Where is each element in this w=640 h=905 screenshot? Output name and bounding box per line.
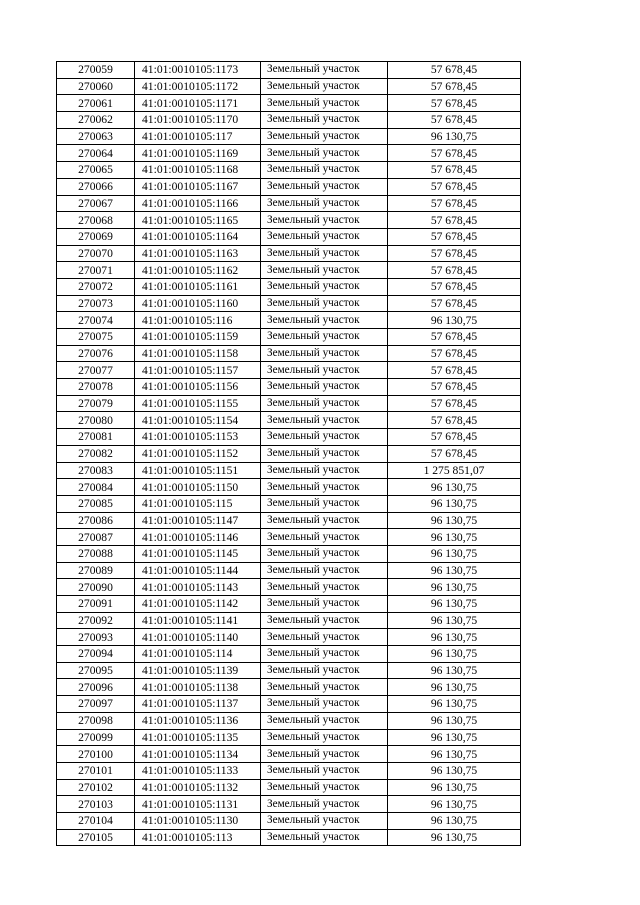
table-row (57, 429, 521, 446)
cadastral-number-cell: 41:01:0010105:1146 (135, 529, 261, 546)
row-number-cell: 270069 (57, 228, 135, 245)
table-row (57, 729, 521, 746)
table-row (57, 812, 521, 829)
table-row (57, 62, 521, 79)
row-number-cell: 270090 (57, 579, 135, 596)
cadastral-number-cell: 41:01:0010105:117 (135, 128, 261, 145)
cadastral-value-cell: 96 130,75 (388, 545, 521, 562)
cadastral-value-cell: 57 678,45 (388, 62, 521, 79)
cadastral-number-cell: 41:01:0010105:1139 (135, 662, 261, 679)
cadastral-value-cell: 57 678,45 (388, 178, 521, 195)
table-row (57, 596, 521, 613)
row-number-cell: 270072 (57, 278, 135, 295)
row-number-cell: 270094 (57, 646, 135, 663)
cadastral-value-cell: 96 130,75 (388, 796, 521, 813)
row-number-cell: 270103 (57, 796, 135, 813)
row-number-cell: 270079 (57, 395, 135, 412)
table-row (57, 212, 521, 229)
cadastral-value-cell: 1 275 851,07 (388, 462, 521, 479)
row-number-cell: 270066 (57, 178, 135, 195)
cadastral-value-cell: 96 130,75 (388, 479, 521, 496)
table-row (57, 345, 521, 362)
object-type-cell: Земельный участок (261, 412, 388, 429)
row-number-cell: 270102 (57, 779, 135, 796)
object-type-cell: Земельный участок (261, 429, 388, 446)
object-type-cell: Земельный участок (261, 696, 388, 713)
object-type-cell: Земельный участок (261, 445, 388, 462)
table-row (57, 295, 521, 312)
object-type-cell: Земельный участок (261, 295, 388, 312)
cadastral-value-cell: 57 678,45 (388, 95, 521, 112)
cadastral-value-cell: 57 678,45 (388, 379, 521, 396)
object-type-cell: Земельный участок (261, 545, 388, 562)
object-type-cell: Земельный участок (261, 512, 388, 529)
row-number-cell: 270084 (57, 479, 135, 496)
object-type-cell: Земельный участок (261, 746, 388, 763)
row-number-cell: 270100 (57, 746, 135, 763)
row-number-cell: 270064 (57, 145, 135, 162)
object-type-cell: Земельный участок (261, 62, 388, 79)
cadastral-number-cell: 41:01:0010105:116 (135, 312, 261, 329)
row-number-cell: 270091 (57, 596, 135, 613)
cadastral-value-cell: 96 130,75 (388, 779, 521, 796)
cadastral-value-cell: 57 678,45 (388, 162, 521, 179)
cadastral-number-cell: 41:01:0010105:114 (135, 646, 261, 663)
object-type-cell: Земельный участок (261, 145, 388, 162)
row-number-cell: 270087 (57, 529, 135, 546)
table-row (57, 412, 521, 429)
row-number-cell: 270075 (57, 329, 135, 346)
cadastral-number-cell: 41:01:0010105:1142 (135, 596, 261, 613)
row-number-cell: 270105 (57, 829, 135, 846)
land-plots-table (56, 61, 521, 846)
cadastral-number-cell: 41:01:0010105:1169 (135, 145, 261, 162)
table-row (57, 95, 521, 112)
cadastral-value-cell: 96 130,75 (388, 495, 521, 512)
cadastral-number-cell: 41:01:0010105:1159 (135, 329, 261, 346)
row-number-cell: 270062 (57, 112, 135, 129)
object-type-cell: Земельный участок (261, 529, 388, 546)
object-type-cell: Земельный участок (261, 762, 388, 779)
row-number-cell: 270086 (57, 512, 135, 529)
object-type-cell: Земельный участок (261, 95, 388, 112)
table-row (57, 462, 521, 479)
object-type-cell: Земельный участок (261, 712, 388, 729)
object-type-cell: Земельный участок (261, 562, 388, 579)
cadastral-number-cell: 41:01:0010105:1137 (135, 696, 261, 713)
cadastral-value-cell: 57 678,45 (388, 329, 521, 346)
row-number-cell: 270101 (57, 762, 135, 779)
table-row (57, 796, 521, 813)
row-number-cell: 270080 (57, 412, 135, 429)
object-type-cell: Земельный участок (261, 495, 388, 512)
cadastral-value-cell: 96 130,75 (388, 312, 521, 329)
cadastral-number-cell: 41:01:0010105:1168 (135, 162, 261, 179)
cadastral-value-cell: 57 678,45 (388, 295, 521, 312)
cadastral-number-cell: 41:01:0010105:1171 (135, 95, 261, 112)
cadastral-number-cell: 41:01:0010105:1134 (135, 746, 261, 763)
table-row (57, 145, 521, 162)
cadastral-number-cell: 41:01:0010105:1140 (135, 629, 261, 646)
table-row (57, 579, 521, 596)
table-row (57, 395, 521, 412)
object-type-cell: Земельный участок (261, 128, 388, 145)
cadastral-value-cell: 96 130,75 (388, 612, 521, 629)
cadastral-number-cell: 41:01:0010105:1163 (135, 245, 261, 262)
table-row (57, 562, 521, 579)
table-row (57, 128, 521, 145)
object-type-cell: Земельный участок (261, 178, 388, 195)
row-number-cell: 270061 (57, 95, 135, 112)
cadastral-value-cell: 57 678,45 (388, 245, 521, 262)
table-row (57, 646, 521, 663)
cadastral-value-cell: 96 130,75 (388, 662, 521, 679)
table-row (57, 829, 521, 846)
cadastral-number-cell: 41:01:0010105:1160 (135, 295, 261, 312)
row-number-cell: 270083 (57, 462, 135, 479)
cadastral-value-cell: 96 130,75 (388, 729, 521, 746)
table-row (57, 679, 521, 696)
cadastral-value-cell: 96 130,75 (388, 829, 521, 846)
object-type-cell: Земельный участок (261, 596, 388, 613)
table-row (57, 746, 521, 763)
cadastral-number-cell: 41:01:0010105:1151 (135, 462, 261, 479)
cadastral-value-cell: 57 678,45 (388, 362, 521, 379)
cadastral-value-cell: 57 678,45 (388, 195, 521, 212)
row-number-cell: 270078 (57, 379, 135, 396)
object-type-cell: Земельный участок (261, 162, 388, 179)
cadastral-number-cell: 41:01:0010105:1152 (135, 445, 261, 462)
cadastral-number-cell: 41:01:0010105:1170 (135, 112, 261, 129)
object-type-cell: Земельный участок (261, 812, 388, 829)
row-number-cell: 270065 (57, 162, 135, 179)
row-number-cell: 270098 (57, 712, 135, 729)
cadastral-value-cell: 96 130,75 (388, 812, 521, 829)
object-type-cell: Земельный участок (261, 662, 388, 679)
cadastral-value-cell: 57 678,45 (388, 345, 521, 362)
table-row (57, 696, 521, 713)
table-row (57, 612, 521, 629)
object-type-cell: Земельный участок (261, 479, 388, 496)
table-row (57, 362, 521, 379)
row-number-cell: 270093 (57, 629, 135, 646)
cadastral-number-cell: 41:01:0010105:1143 (135, 579, 261, 596)
cadastral-number-cell: 41:01:0010105:1136 (135, 712, 261, 729)
cadastral-value-cell: 96 130,75 (388, 679, 521, 696)
cadastral-number-cell: 41:01:0010105:1138 (135, 679, 261, 696)
object-type-cell: Земельный участок (261, 329, 388, 346)
object-type-cell: Земельный участок (261, 629, 388, 646)
cadastral-value-cell: 57 678,45 (388, 395, 521, 412)
cadastral-value-cell: 96 130,75 (388, 579, 521, 596)
cadastral-value-cell: 57 678,45 (388, 278, 521, 295)
cadastral-number-cell: 41:01:0010105:1158 (135, 345, 261, 362)
cadastral-number-cell: 41:01:0010105:1164 (135, 228, 261, 245)
table-row (57, 312, 521, 329)
row-number-cell: 270092 (57, 612, 135, 629)
table-row (57, 545, 521, 562)
cadastral-value-cell: 96 130,75 (388, 746, 521, 763)
object-type-cell: Земельный участок (261, 579, 388, 596)
cadastral-value-cell: 57 678,45 (388, 212, 521, 229)
cadastral-value-cell: 57 678,45 (388, 429, 521, 446)
object-type-cell: Земельный участок (261, 646, 388, 663)
cadastral-number-cell: 41:01:0010105:1172 (135, 78, 261, 95)
cadastral-value-cell: 96 130,75 (388, 712, 521, 729)
cadastral-number-cell: 41:01:0010105:1161 (135, 278, 261, 295)
cadastral-value-cell: 96 130,75 (388, 629, 521, 646)
table-row (57, 512, 521, 529)
table-row (57, 162, 521, 179)
table-row (57, 262, 521, 279)
table-row (57, 78, 521, 95)
table-row (57, 178, 521, 195)
row-number-cell: 270095 (57, 662, 135, 679)
cadastral-number-cell: 41:01:0010105:1165 (135, 212, 261, 229)
row-number-cell: 270104 (57, 812, 135, 829)
cadastral-number-cell: 41:01:0010105:1154 (135, 412, 261, 429)
row-number-cell: 270096 (57, 679, 135, 696)
cadastral-value-cell: 96 130,75 (388, 696, 521, 713)
object-type-cell: Земельный участок (261, 228, 388, 245)
object-type-cell: Земельный участок (261, 379, 388, 396)
cadastral-value-cell: 57 678,45 (388, 112, 521, 129)
cadastral-value-cell: 96 130,75 (388, 646, 521, 663)
row-number-cell: 270088 (57, 545, 135, 562)
cadastral-number-cell: 41:01:0010105:1167 (135, 178, 261, 195)
table-row (57, 629, 521, 646)
cadastral-number-cell: 41:01:0010105:1173 (135, 62, 261, 79)
table-row (57, 762, 521, 779)
table-row (57, 379, 521, 396)
table-row (57, 712, 521, 729)
object-type-cell: Земельный участок (261, 362, 388, 379)
row-number-cell: 270070 (57, 245, 135, 262)
cadastral-number-cell: 41:01:0010105:1145 (135, 545, 261, 562)
cadastral-value-cell: 57 678,45 (388, 78, 521, 95)
table-row (57, 479, 521, 496)
object-type-cell: Земельный участок (261, 112, 388, 129)
row-number-cell: 270059 (57, 62, 135, 79)
table-row (57, 529, 521, 546)
row-number-cell: 270082 (57, 445, 135, 462)
row-number-cell: 270077 (57, 362, 135, 379)
row-number-cell: 270074 (57, 312, 135, 329)
row-number-cell: 270085 (57, 495, 135, 512)
cadastral-value-cell: 57 678,45 (388, 412, 521, 429)
row-number-cell: 270089 (57, 562, 135, 579)
row-number-cell: 270060 (57, 78, 135, 95)
object-type-cell: Земельный участок (261, 796, 388, 813)
cadastral-number-cell: 41:01:0010105:1153 (135, 429, 261, 446)
cadastral-number-cell: 41:01:0010105:1141 (135, 612, 261, 629)
cadastral-number-cell: 41:01:0010105:1166 (135, 195, 261, 212)
object-type-cell: Земельный участок (261, 462, 388, 479)
table-row (57, 195, 521, 212)
row-number-cell: 270067 (57, 195, 135, 212)
cadastral-value-cell: 96 130,75 (388, 562, 521, 579)
table-row (57, 112, 521, 129)
object-type-cell: Земельный участок (261, 278, 388, 295)
row-number-cell: 270099 (57, 729, 135, 746)
object-type-cell: Земельный участок (261, 212, 388, 229)
cadastral-number-cell: 41:01:0010105:113 (135, 829, 261, 846)
row-number-cell: 270081 (57, 429, 135, 446)
row-number-cell: 270071 (57, 262, 135, 279)
object-type-cell: Земельный участок (261, 245, 388, 262)
object-type-cell: Земельный участок (261, 195, 388, 212)
row-number-cell: 270076 (57, 345, 135, 362)
cadastral-number-cell: 41:01:0010105:1131 (135, 796, 261, 813)
cadastral-value-cell: 96 130,75 (388, 512, 521, 529)
table-row (57, 245, 521, 262)
cadastral-value-cell: 96 130,75 (388, 596, 521, 613)
object-type-cell: Земельный участок (261, 779, 388, 796)
object-type-cell: Земельный участок (261, 312, 388, 329)
cadastral-number-cell: 41:01:0010105:1155 (135, 395, 261, 412)
table-row (57, 662, 521, 679)
row-number-cell: 270097 (57, 696, 135, 713)
table-row (57, 445, 521, 462)
table-row (57, 329, 521, 346)
object-type-cell: Земельный участок (261, 829, 388, 846)
table-row (57, 495, 521, 512)
object-type-cell: Земельный участок (261, 395, 388, 412)
cadastral-value-cell: 96 130,75 (388, 762, 521, 779)
cadastral-number-cell: 41:01:0010105:1130 (135, 812, 261, 829)
cadastral-number-cell: 41:01:0010105:1162 (135, 262, 261, 279)
cadastral-value-cell: 57 678,45 (388, 228, 521, 245)
cadastral-value-cell: 57 678,45 (388, 262, 521, 279)
row-number-cell: 270068 (57, 212, 135, 229)
object-type-cell: Земельный участок (261, 78, 388, 95)
object-type-cell: Земельный участок (261, 262, 388, 279)
cadastral-number-cell: 41:01:0010105:1132 (135, 779, 261, 796)
row-number-cell: 270063 (57, 128, 135, 145)
cadastral-number-cell: 41:01:0010105:1147 (135, 512, 261, 529)
row-number-cell: 270073 (57, 295, 135, 312)
cadastral-number-cell: 41:01:0010105:1133 (135, 762, 261, 779)
object-type-cell: Земельный участок (261, 679, 388, 696)
cadastral-number-cell: 41:01:0010105:1135 (135, 729, 261, 746)
table-row (57, 278, 521, 295)
cadastral-number-cell: 41:01:0010105:115 (135, 495, 261, 512)
cadastral-value-cell: 57 678,45 (388, 445, 521, 462)
object-type-cell: Земельный участок (261, 612, 388, 629)
object-type-cell: Земельный участок (261, 729, 388, 746)
cadastral-value-cell: 96 130,75 (388, 128, 521, 145)
cadastral-number-cell: 41:01:0010105:1144 (135, 562, 261, 579)
table-row (57, 779, 521, 796)
cadastral-number-cell: 41:01:0010105:1156 (135, 379, 261, 396)
table-row (57, 228, 521, 245)
cadastral-value-cell: 57 678,45 (388, 145, 521, 162)
cadastral-number-cell: 41:01:0010105:1157 (135, 362, 261, 379)
cadastral-number-cell: 41:01:0010105:1150 (135, 479, 261, 496)
table-body (57, 62, 521, 846)
cadastral-value-cell: 96 130,75 (388, 529, 521, 546)
object-type-cell: Земельный участок (261, 345, 388, 362)
